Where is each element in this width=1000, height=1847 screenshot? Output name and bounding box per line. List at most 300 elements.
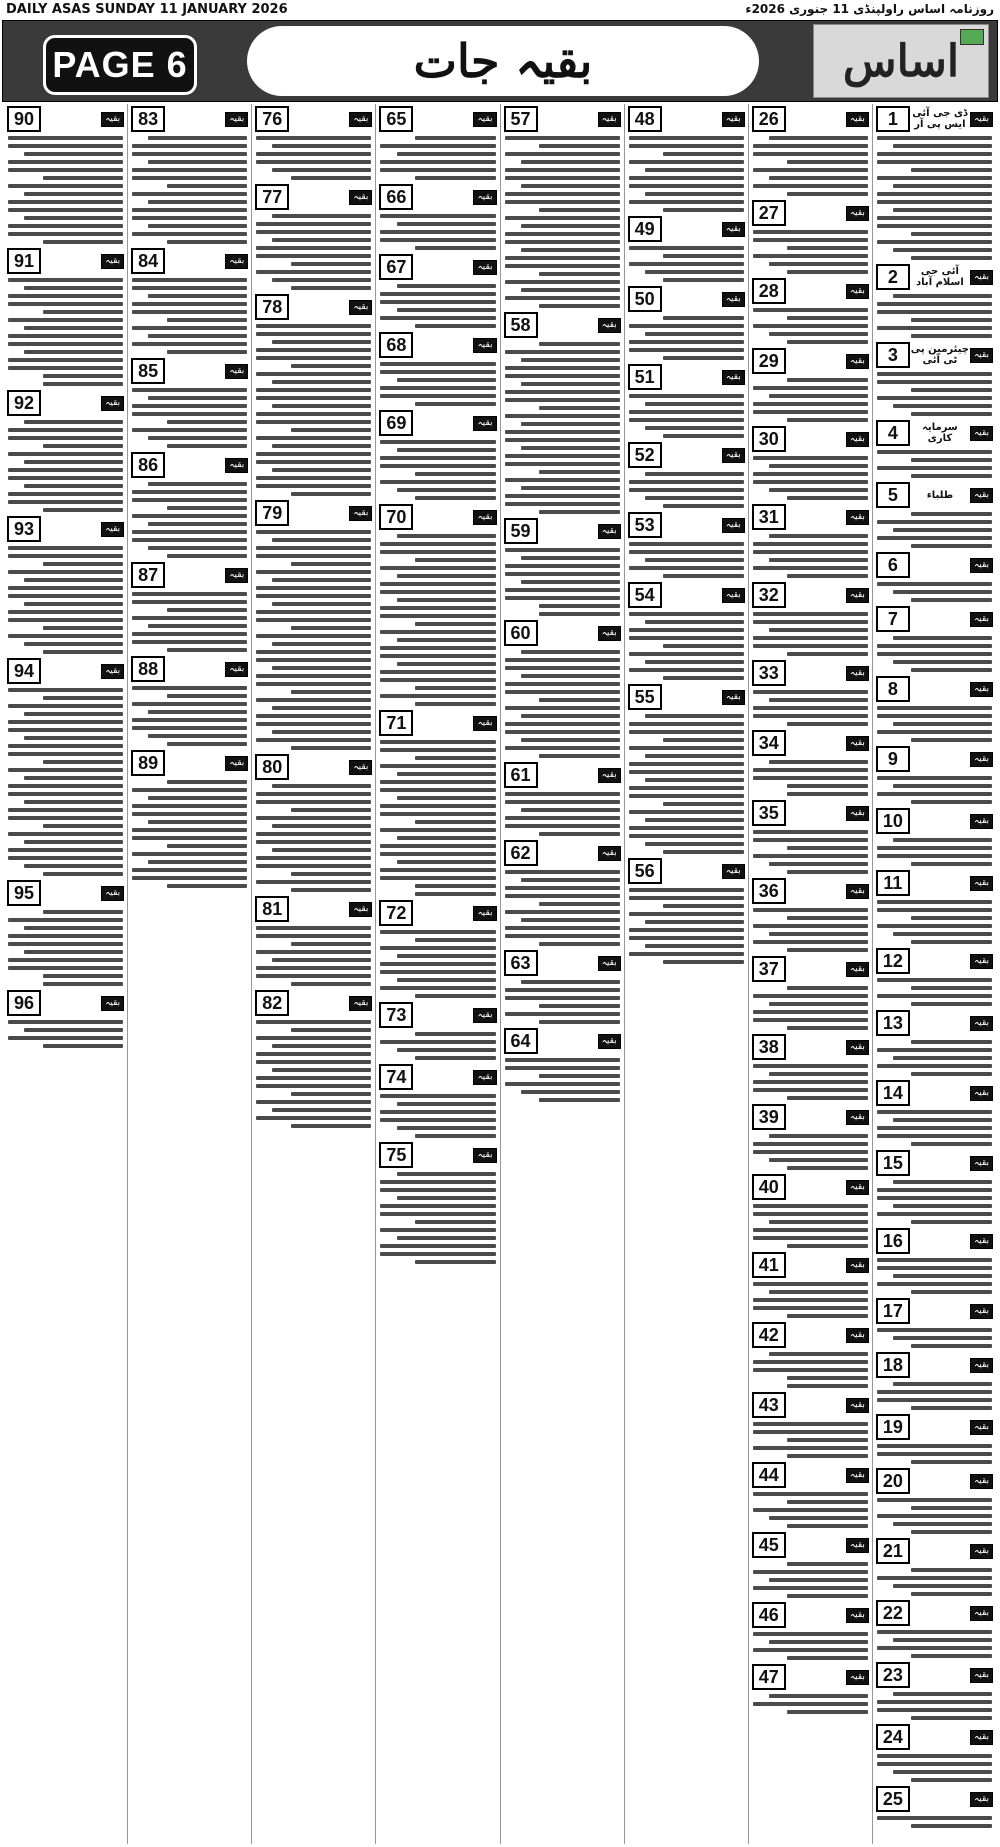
text-line (415, 1134, 496, 1138)
text-line (256, 476, 371, 480)
text-line (24, 578, 123, 582)
text-line (8, 856, 123, 860)
text-line (505, 264, 620, 268)
text-line (256, 452, 371, 456)
text-line (505, 926, 620, 930)
text-line (132, 144, 247, 148)
text-line (629, 394, 744, 398)
continuation-block-61 (504, 762, 621, 836)
text-line (787, 916, 868, 920)
text-line (663, 850, 744, 854)
text-line (505, 746, 620, 750)
text-line (911, 1072, 992, 1076)
text-line (911, 388, 992, 392)
continuation-tag: بقیہ (970, 1668, 993, 1683)
text-line (24, 420, 123, 424)
text-line (911, 334, 992, 338)
text-line (256, 926, 371, 930)
continuation-block-57 (504, 106, 621, 308)
text-line (24, 840, 123, 844)
continuation-tag: بقیہ (970, 876, 993, 891)
continuation-number: 40 (752, 1174, 786, 1200)
continuation-number: 33 (752, 660, 786, 686)
continuation-block-26 (752, 106, 869, 196)
text-line (415, 938, 496, 942)
continuation-block-54 (628, 582, 745, 680)
block-header (876, 1080, 993, 1106)
continuation-tag: بقیہ (970, 1730, 993, 1745)
text-line (645, 192, 744, 196)
text-line (645, 332, 744, 336)
text-line (415, 622, 496, 626)
text-line (629, 262, 744, 266)
column-4 (500, 104, 624, 1844)
text-line (753, 1236, 868, 1240)
text-line (256, 950, 371, 954)
continuation-number: 39 (752, 1104, 786, 1130)
continuation-block-46 (752, 1602, 869, 1660)
block-header (876, 948, 993, 974)
continuation-number: 70 (379, 504, 413, 530)
text-line (877, 240, 992, 244)
block-header (255, 106, 372, 132)
text-line (753, 254, 868, 258)
column-3 (624, 104, 748, 1844)
text-line (397, 1196, 496, 1200)
text-line (505, 216, 620, 220)
body-text (876, 1328, 993, 1348)
text-line (256, 136, 371, 140)
continuation-number: 96 (7, 990, 41, 1016)
text-line (753, 230, 868, 234)
text-line (397, 1172, 496, 1176)
body-text (628, 714, 745, 854)
text-line (256, 1116, 371, 1120)
body-text (876, 1568, 993, 1596)
text-line (769, 1072, 868, 1076)
text-line (256, 388, 371, 392)
text-line (132, 216, 247, 220)
text-line (132, 192, 247, 196)
text-line (539, 1098, 620, 1102)
block-heading: ڈی جی آئی ایس پی آر (912, 108, 968, 130)
body-text (752, 230, 869, 274)
body-text (752, 1134, 869, 1170)
continuation-tag: بقیہ (722, 112, 745, 127)
text-line (24, 286, 123, 290)
text-line (877, 1452, 992, 1456)
body-text (752, 136, 869, 196)
continuation-tag: بقیہ (101, 996, 124, 1011)
continuation-block-51 (628, 364, 745, 438)
text-line (8, 184, 123, 188)
text-line (893, 1336, 992, 1340)
text-line (539, 832, 620, 836)
text-line (505, 572, 620, 576)
text-line (415, 892, 496, 896)
text-line (893, 1204, 992, 1208)
text-line (539, 612, 620, 616)
text-line (521, 160, 620, 164)
text-line (645, 842, 744, 846)
continuation-block-45 (752, 1532, 869, 1598)
text-line (787, 160, 868, 164)
text-line (629, 762, 744, 766)
text-line (8, 634, 123, 638)
continuation-number: 38 (752, 1034, 786, 1060)
text-line (787, 722, 868, 726)
continuation-block-28 (752, 278, 869, 344)
continuation-tag: بقیہ (598, 112, 621, 127)
continuation-number: 90 (7, 106, 41, 132)
body-text (628, 472, 745, 508)
text-line (645, 754, 744, 758)
text-line (505, 564, 620, 568)
text-line (911, 1406, 992, 1410)
text-line (505, 176, 620, 180)
block-header (752, 504, 869, 530)
continuation-number: 64 (504, 1028, 538, 1054)
text-line (380, 828, 495, 832)
text-line (753, 1212, 868, 1216)
text-line (8, 200, 123, 204)
continuation-block-34 (752, 730, 869, 796)
text-line (629, 542, 744, 546)
text-line (911, 940, 992, 944)
text-line (8, 586, 123, 590)
text-line (132, 788, 247, 792)
text-line (877, 846, 992, 850)
continuation-block-21 (876, 1538, 993, 1596)
text-line (629, 896, 744, 900)
text-line (505, 690, 620, 694)
text-line (629, 928, 744, 932)
continuation-block-49 (628, 216, 745, 282)
text-line (43, 1044, 124, 1048)
text-line (148, 334, 247, 338)
continuation-number: 72 (379, 900, 413, 926)
text-line (415, 820, 496, 824)
body-text (752, 1694, 869, 1714)
block-header (628, 858, 745, 884)
continuation-tag: بقیہ (970, 348, 993, 363)
text-line (629, 810, 744, 814)
body-text (379, 1172, 496, 1264)
text-line (8, 136, 123, 140)
text-line (380, 292, 495, 296)
text-line (132, 278, 247, 282)
continuation-number: 1 (876, 106, 910, 132)
text-line (256, 436, 371, 440)
continuation-block-43 (752, 1392, 869, 1458)
text-line (753, 1422, 868, 1426)
text-line (629, 668, 744, 672)
continuation-tag: بقیہ (970, 1358, 993, 1373)
text-line (8, 278, 123, 282)
continuation-block-78 (255, 294, 372, 496)
continuation-block-24 (876, 1724, 993, 1782)
text-line (272, 1108, 371, 1112)
text-line (8, 358, 123, 362)
continuation-tag: بقیہ (846, 112, 869, 127)
text-line (521, 358, 620, 362)
text-line (893, 1382, 992, 1386)
text-line (167, 694, 248, 698)
text-line (8, 570, 123, 574)
block-header (628, 364, 745, 390)
text-line (753, 472, 868, 476)
body-text (628, 246, 745, 282)
text-line (397, 448, 496, 452)
text-line (521, 714, 620, 718)
text-line (397, 488, 496, 492)
continuation-tag: بقیہ (722, 370, 745, 385)
text-line (132, 812, 247, 816)
body-text (876, 838, 993, 866)
text-line (911, 1002, 992, 1006)
text-line (272, 730, 371, 734)
text-line (645, 778, 744, 782)
block-header (628, 286, 745, 312)
body-text (7, 278, 124, 386)
continuation-number: 80 (255, 754, 289, 780)
text-line (380, 394, 495, 398)
text-line (272, 578, 371, 582)
continuation-tag: بقیہ (846, 1328, 869, 1343)
text-line (877, 1398, 992, 1402)
text-line (505, 996, 620, 1000)
text-line (256, 554, 371, 558)
text-line (132, 876, 247, 880)
text-line (753, 714, 868, 718)
text-line (8, 546, 123, 550)
text-line (8, 294, 123, 298)
text-line (167, 780, 248, 784)
text-line (629, 730, 744, 734)
text-line (415, 136, 496, 140)
body-text (876, 900, 993, 944)
text-line (505, 870, 620, 874)
continuation-number: 4 (876, 420, 910, 446)
text-line (415, 472, 496, 476)
continuation-number: 2 (876, 264, 910, 290)
column-6 (251, 104, 375, 1844)
continuation-block-25 (876, 1786, 993, 1828)
block-header (876, 870, 993, 896)
continuation-tag: بقیہ (225, 662, 248, 677)
continuation-number: 88 (131, 656, 165, 682)
text-line (521, 446, 620, 450)
block-header (752, 348, 869, 374)
text-line (877, 644, 992, 648)
text-line (256, 682, 371, 686)
text-line (911, 458, 992, 462)
text-line (753, 1018, 868, 1022)
text-line (753, 1228, 868, 1232)
text-line (380, 740, 495, 744)
text-line (787, 986, 868, 990)
body-text (876, 1630, 993, 1658)
block-header (131, 656, 248, 682)
continuation-number: 51 (628, 364, 662, 390)
block-header (876, 552, 993, 578)
body-text (752, 378, 869, 422)
text-line (272, 1068, 371, 1072)
block-header (255, 500, 372, 526)
block-header (752, 1462, 869, 1488)
text-line (291, 808, 372, 812)
continuation-tag: بقیہ (101, 664, 124, 679)
text-line (132, 404, 247, 408)
block-header (752, 582, 869, 608)
text-line (629, 480, 744, 484)
continuation-block-65 (379, 106, 496, 180)
block-header (876, 808, 993, 834)
continuation-block-73 (379, 1002, 496, 1060)
text-line (877, 1134, 992, 1138)
block-header (876, 676, 993, 702)
continuation-number: 6 (876, 552, 910, 578)
continuation-tag: بقیہ (846, 206, 869, 221)
text-line (753, 1150, 868, 1154)
text-line (132, 326, 247, 330)
body-text (752, 986, 869, 1030)
text-line (877, 652, 992, 656)
text-line (893, 294, 992, 298)
text-line (877, 450, 992, 454)
text-line (256, 324, 371, 328)
block-header (7, 658, 124, 684)
text-line (753, 184, 868, 188)
text-line (877, 1212, 992, 1216)
text-line (256, 152, 371, 156)
text-line (663, 356, 744, 360)
text-line (167, 240, 248, 244)
text-line (397, 1048, 496, 1052)
body-text (752, 612, 869, 656)
text-line (877, 1444, 992, 1448)
block-header (876, 1662, 993, 1688)
text-line (291, 942, 372, 946)
text-line (769, 488, 868, 492)
continuation-number: 12 (876, 948, 910, 974)
continuation-number: 19 (876, 1414, 910, 1440)
text-line (539, 754, 620, 758)
continuation-block-18 (876, 1352, 993, 1410)
text-line (256, 460, 371, 464)
continuation-block-32 (752, 582, 869, 656)
text-line (911, 256, 992, 260)
text-line (877, 854, 992, 858)
block-header (876, 1228, 993, 1254)
text-line (8, 334, 123, 338)
text-line (380, 144, 495, 148)
text-line (521, 738, 620, 742)
continuation-number: 42 (752, 1322, 786, 1348)
text-line (397, 222, 496, 226)
text-line (787, 1454, 868, 1458)
text-line (645, 426, 744, 430)
text-line (521, 878, 620, 882)
text-line (132, 640, 247, 644)
body-text (628, 612, 745, 680)
text-line (8, 688, 123, 692)
continuation-tag: بقیہ (101, 396, 124, 411)
text-line (893, 1692, 992, 1696)
text-line (753, 324, 868, 328)
body-text (876, 1692, 993, 1720)
text-line (645, 818, 744, 822)
text-line (877, 466, 992, 470)
continuation-number: 28 (752, 278, 786, 304)
text-line (380, 844, 495, 848)
text-line (8, 768, 123, 772)
continuation-tag: بقیہ (970, 426, 993, 441)
body-text (379, 284, 496, 328)
continuation-tag: بقیہ (970, 1474, 993, 1489)
text-line (380, 300, 495, 304)
block-header (876, 1724, 993, 1750)
column-8 (4, 104, 127, 1844)
text-line (132, 600, 247, 604)
text-line (911, 1460, 992, 1464)
text-line (521, 808, 620, 812)
text-line (911, 916, 992, 920)
text-line (911, 1824, 992, 1828)
text-line (629, 144, 744, 148)
block-header (752, 1252, 869, 1278)
text-line (291, 492, 372, 496)
text-line (911, 1220, 992, 1224)
text-line (24, 864, 123, 868)
text-line (787, 1244, 868, 1248)
body-text (255, 1020, 372, 1128)
text-line (629, 176, 744, 180)
continuation-number: 71 (379, 710, 413, 736)
text-line (629, 340, 744, 344)
text-line (380, 456, 495, 460)
text-line (415, 1056, 496, 1060)
continuation-tag: بقیہ (349, 300, 372, 315)
block-header (752, 800, 869, 826)
text-line (148, 624, 247, 628)
text-line (256, 586, 371, 590)
body-text (876, 512, 993, 548)
text-line (539, 902, 620, 906)
text-line (893, 784, 992, 788)
text-line (380, 654, 495, 658)
text-line (8, 720, 123, 724)
text-line (505, 792, 620, 796)
continuation-number: 92 (7, 390, 41, 416)
text-line (877, 900, 992, 904)
text-line (877, 216, 992, 220)
text-line (43, 974, 124, 978)
text-line (132, 232, 247, 236)
continuation-number: 37 (752, 956, 786, 982)
continuation-block-17 (876, 1298, 993, 1348)
text-line (24, 326, 123, 330)
continuation-tag: بقیہ (598, 846, 621, 861)
continuation-number: 23 (876, 1662, 910, 1688)
text-line (380, 868, 495, 872)
text-line (256, 934, 371, 938)
text-line (256, 1076, 371, 1080)
text-line (43, 696, 124, 700)
continuation-block-13 (876, 1010, 993, 1076)
block-header (379, 106, 496, 132)
text-line (893, 528, 992, 532)
